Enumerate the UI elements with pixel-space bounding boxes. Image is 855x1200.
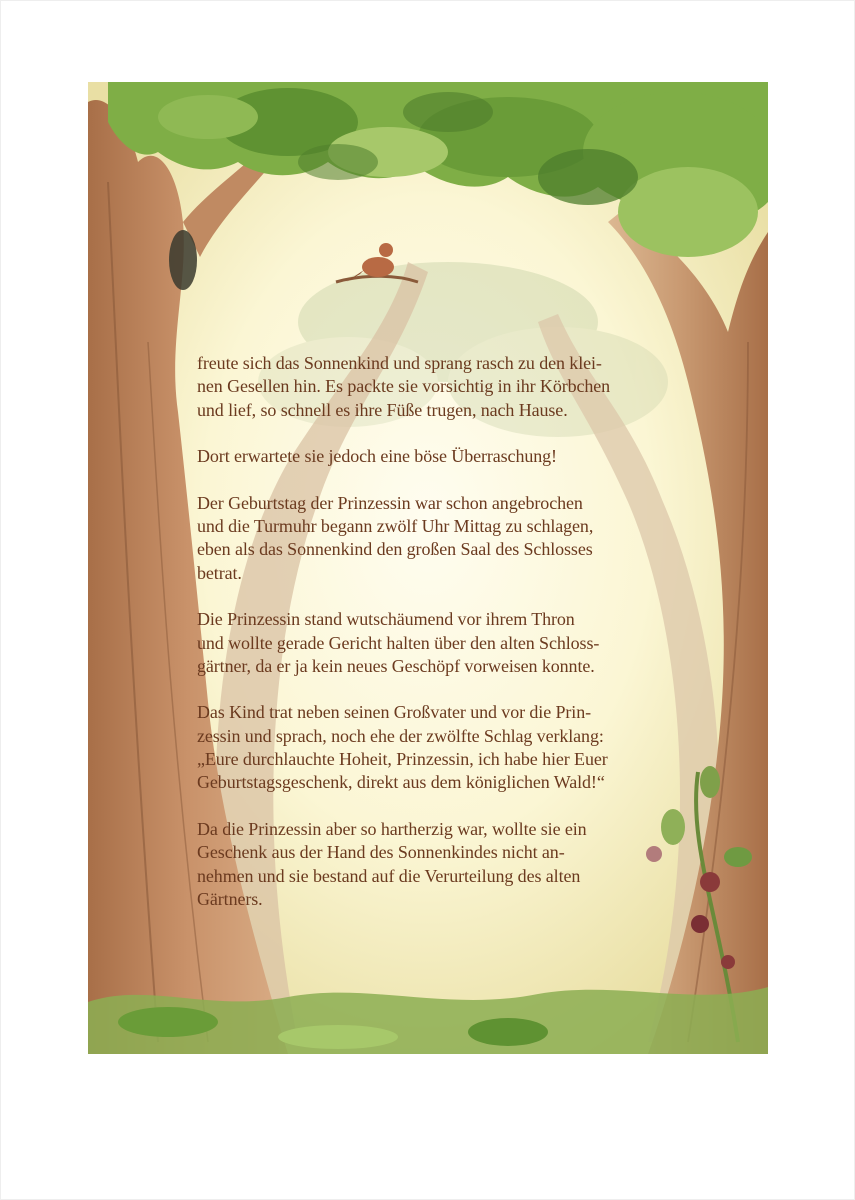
text-line: und wollte gerade Gericht halten über den alten Schloss-: [197, 632, 600, 653]
story-paragraph: [197, 352, 657, 422]
text-line: eben als das Sonnenkind den großen Saal des Schlosses: [197, 539, 593, 560]
text-line: und lief, so schnell es ihre Füße trugen, nach Hause.: [197, 399, 568, 420]
story-paragraph: [197, 492, 657, 585]
text-line: zessin und sprach, noch ehe der zwölfte Schlag verklang:: [197, 725, 604, 746]
text-line: betrat.: [197, 562, 242, 583]
story-paragraph: [197, 701, 657, 794]
story-paragraph: [197, 818, 657, 911]
text-line: Gärtners.: [197, 888, 263, 909]
text-line: Da die Prinzessin aber so hartherzig war, wollte sie ein: [197, 818, 587, 839]
text-line: und die Turmuhr begann zwölf Uhr Mittag zu schlagen,: [197, 516, 594, 537]
text-line: freute sich das Sonnenkind und sprang rasch zu den klei-: [197, 353, 602, 373]
story-text: [197, 352, 657, 934]
text-line: Geschenk aus der Hand des Sonnenkindes nicht an-: [197, 842, 565, 863]
story-paragraph: [197, 445, 657, 468]
text-line: Die Prinzessin stand wutschäumend vor ihrem Thron: [197, 609, 575, 630]
text-line: Dort erwartete sie jedoch eine böse Überraschung!: [197, 446, 557, 467]
tree-hollow: [169, 230, 197, 290]
text-line: „Eure durchlauchte Hoheit, Prinzessin, ich habe hier Euer: [197, 749, 608, 770]
text-line: Das Kind trat neben seinen Großvater und vor die Prin-: [197, 702, 591, 723]
text-line: Der Geburtstag der Prinzessin war schon angebrochen: [197, 492, 583, 513]
text-line: Geburtstagsgeschenk, direkt aus dem königlichen Wald!“: [197, 772, 605, 793]
text-line: gärtner, da er ja kein neues Geschöpf vorweisen konnte.: [197, 655, 595, 676]
text-line: nehmen und sie bestand auf die Verurteilung des alten: [197, 865, 581, 886]
story-paragraph: [197, 608, 657, 678]
text-line: nen Gesellen hin. Es packte sie vorsichtig in ihr Körbchen: [197, 376, 611, 397]
